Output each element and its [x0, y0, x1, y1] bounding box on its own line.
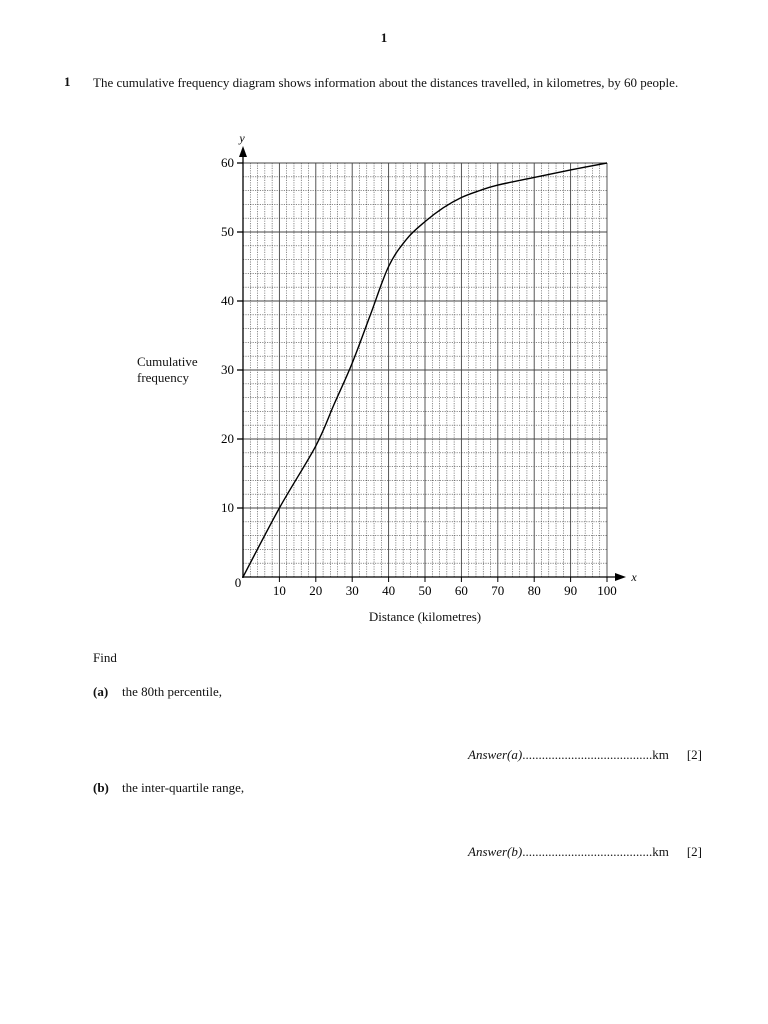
x-tick-label: 90 — [564, 583, 578, 598]
part-a-label: (a) — [93, 684, 109, 699]
x-tick-label: 10 — [272, 583, 286, 598]
y-axis-letter: y — [239, 131, 245, 145]
x-tick-label: 40 — [382, 583, 396, 598]
find-instruction: Find — [93, 650, 117, 665]
y-tick-label: 40 — [221, 293, 234, 308]
part-b — [93, 780, 244, 796]
part-b-text: the inter-quartile range, — [122, 780, 245, 795]
answer-b-line — [468, 844, 702, 860]
question-text: The cumulative frequency diagram shows information about the distances travelled, in kilometres, by 60 people. — [93, 75, 679, 90]
y-axis-arrow — [239, 146, 247, 157]
x-tick-label: 60 — [454, 583, 468, 598]
answer-a-marks: [2] — [686, 747, 702, 762]
x-axis-label: Distance (kilometres) — [368, 609, 482, 624]
answer-b-unit: km — [652, 844, 669, 859]
answer-a-unit: km — [652, 747, 669, 762]
x-axis-arrow — [615, 573, 626, 581]
x-tick-label: 30 — [345, 583, 359, 598]
y-tick-label: 20 — [221, 431, 234, 446]
origin-label: 0 — [234, 575, 242, 590]
chart-axes — [235, 131, 638, 590]
x-tick-label: 20 — [309, 583, 323, 598]
answer-b-dots[interactable]: ........................................ — [522, 844, 653, 859]
answer-a-line — [468, 747, 702, 763]
page-number: 1 — [380, 30, 388, 45]
y-tick-label: 60 — [221, 155, 234, 170]
x-axis-letter: x — [631, 570, 637, 584]
answer-b-label: Answer(b) — [468, 844, 523, 859]
part-a-text: the 80th percentile, — [122, 684, 222, 699]
y-tick-label: 30 — [221, 362, 234, 377]
y-axis-label: Cumulative frequency — [137, 354, 198, 385]
question-number: 1 — [64, 74, 71, 89]
part-a — [93, 684, 222, 700]
x-tick-label: 100 — [597, 583, 617, 598]
y-tick-label: 10 — [221, 500, 234, 515]
answer-b-marks: [2] — [686, 844, 702, 859]
x-tick-label: 70 — [491, 583, 505, 598]
answer-a-label: Answer(a) — [468, 747, 523, 762]
x-tick-label: 50 — [418, 583, 432, 598]
part-b-label: (b) — [93, 780, 109, 795]
answer-a-dots[interactable]: ........................................ — [522, 747, 653, 762]
y-tick-label: 50 — [221, 224, 234, 239]
x-tick-label: 80 — [527, 583, 541, 598]
chart-ticks — [221, 155, 617, 598]
chart-grid — [243, 163, 607, 577]
